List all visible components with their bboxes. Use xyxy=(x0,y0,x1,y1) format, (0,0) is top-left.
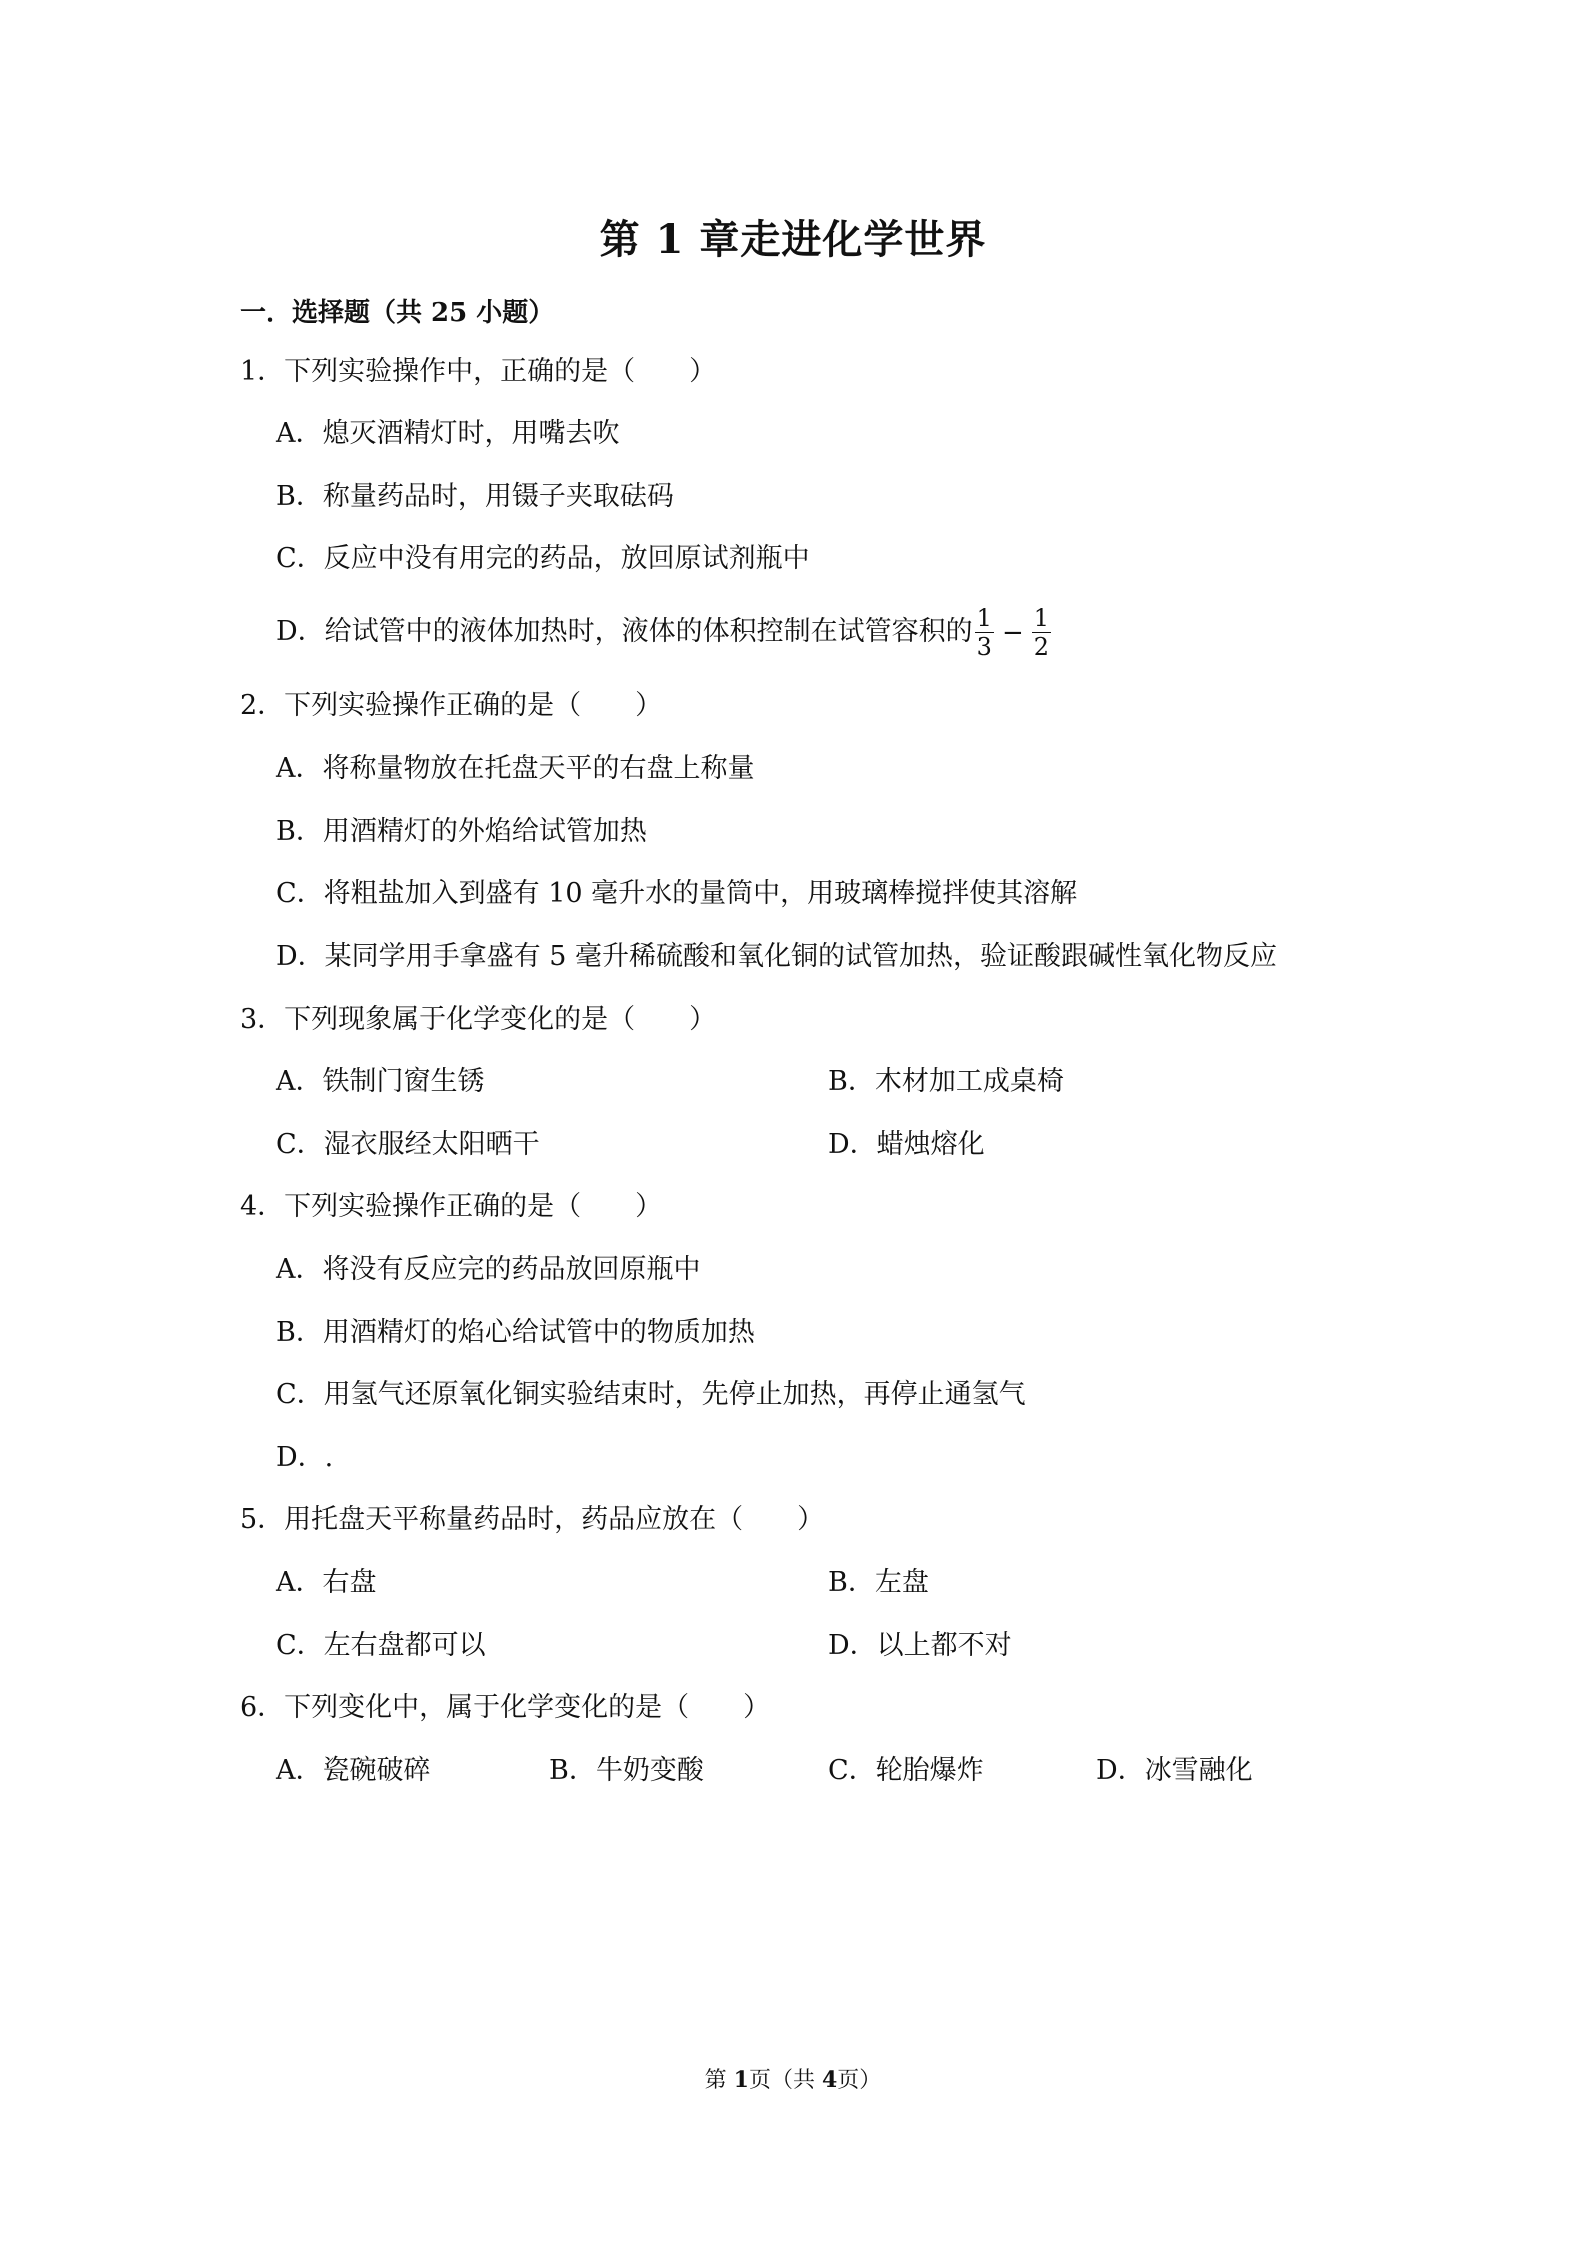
question-3-option-b: B．木材加工成桌椅 xyxy=(828,1066,1064,1097)
question-2-option-d: D．某同学用手拿盛有 5 毫升稀硫酸和氧化铜的试管加热，验证酸跟碱性氧化物反应 xyxy=(276,941,1277,972)
question-1-option-d-text: D．给试管中的液体加热时，液体的体积控制在试管容积的 xyxy=(276,616,973,647)
question-1-stem: 1．下列实验操作中，正确的是（ ） xyxy=(240,356,717,387)
question-1-option-d xyxy=(276,604,1053,661)
question-6-option-d: D．冰雪融化 xyxy=(1096,1755,1253,1786)
question-2-stem: 2．下列实验操作正确的是（ ） xyxy=(240,690,663,721)
page-footer: 第 1页（共 4页） xyxy=(704,2067,882,2093)
fraction-one-third: $\frac{1}{3}$ xyxy=(976,604,992,661)
current-page-number: 1 xyxy=(733,2067,749,2093)
question-3-option-a: A．铁制门窗生锈 xyxy=(276,1066,485,1097)
question-2-option-c: C．将粗盐加入到盛有 10 毫升水的量筒中，用玻璃棒搅拌使其溶解 xyxy=(276,878,1078,909)
question-5-option-a: A．右盘 xyxy=(276,1567,377,1598)
minus-sign: − xyxy=(1001,617,1024,648)
fraction-one-half: $\frac{1}{2}$ xyxy=(1033,604,1050,661)
question-5-option-c: C．左右盘都可以 xyxy=(276,1630,486,1661)
question-4-option-a: A．将没有反应完的药品放回原瓶中 xyxy=(276,1254,701,1285)
question-6-option-c: C．轮胎爆炸 xyxy=(828,1755,984,1786)
question-5-stem: 5．用托盘天平称量药品时，药品应放在（ ） xyxy=(240,1504,825,1535)
question-1-option-a: A．熄灭酒精灯时，用嘴去吹 xyxy=(276,418,620,449)
question-6-option-b: B．牛奶变酸 xyxy=(549,1755,704,1786)
section-heading: 一．选择题（共 25 小题） xyxy=(240,298,555,328)
question-6-stem: 6．下列变化中，属于化学变化的是（ ） xyxy=(240,1692,771,1723)
question-3-option-c: C．湿衣服经太阳晒干 xyxy=(276,1129,540,1160)
question-5-option-d: D．以上都不对 xyxy=(828,1630,1012,1661)
question-6-option-a: A．瓷碗破碎 xyxy=(276,1755,431,1786)
question-4-option-c: C．用氢气还原氧化铜实验结束时，先停止加热，再停止通氢气 xyxy=(276,1379,1026,1410)
page-title: 第 1 章走进化学世界 xyxy=(599,216,987,263)
question-1-option-b: B．称量药品时，用镊子夹取砝码 xyxy=(276,481,674,512)
question-4-stem: 4．下列实验操作正确的是（ ） xyxy=(240,1191,663,1222)
question-2-option-a: A．将称量物放在托盘天平的右盘上称量 xyxy=(276,753,755,784)
total-page-count: 4 xyxy=(821,2067,838,2093)
question-5-option-b: B．左盘 xyxy=(828,1567,929,1598)
question-3-stem: 3．下列现象属于化学变化的是（ ） xyxy=(240,1004,717,1035)
question-3-option-d: D．蜡烛熔化 xyxy=(828,1129,985,1160)
question-4-option-d: D．. xyxy=(276,1442,334,1473)
question-2-option-b: B．用酒精灯的外焰给试管加热 xyxy=(276,816,647,847)
question-1-option-c: C．反应中没有用完的药品，放回原试剂瓶中 xyxy=(276,543,810,574)
question-4-option-b: B．用酒精灯的焰心给试管中的物质加热 xyxy=(276,1317,755,1348)
